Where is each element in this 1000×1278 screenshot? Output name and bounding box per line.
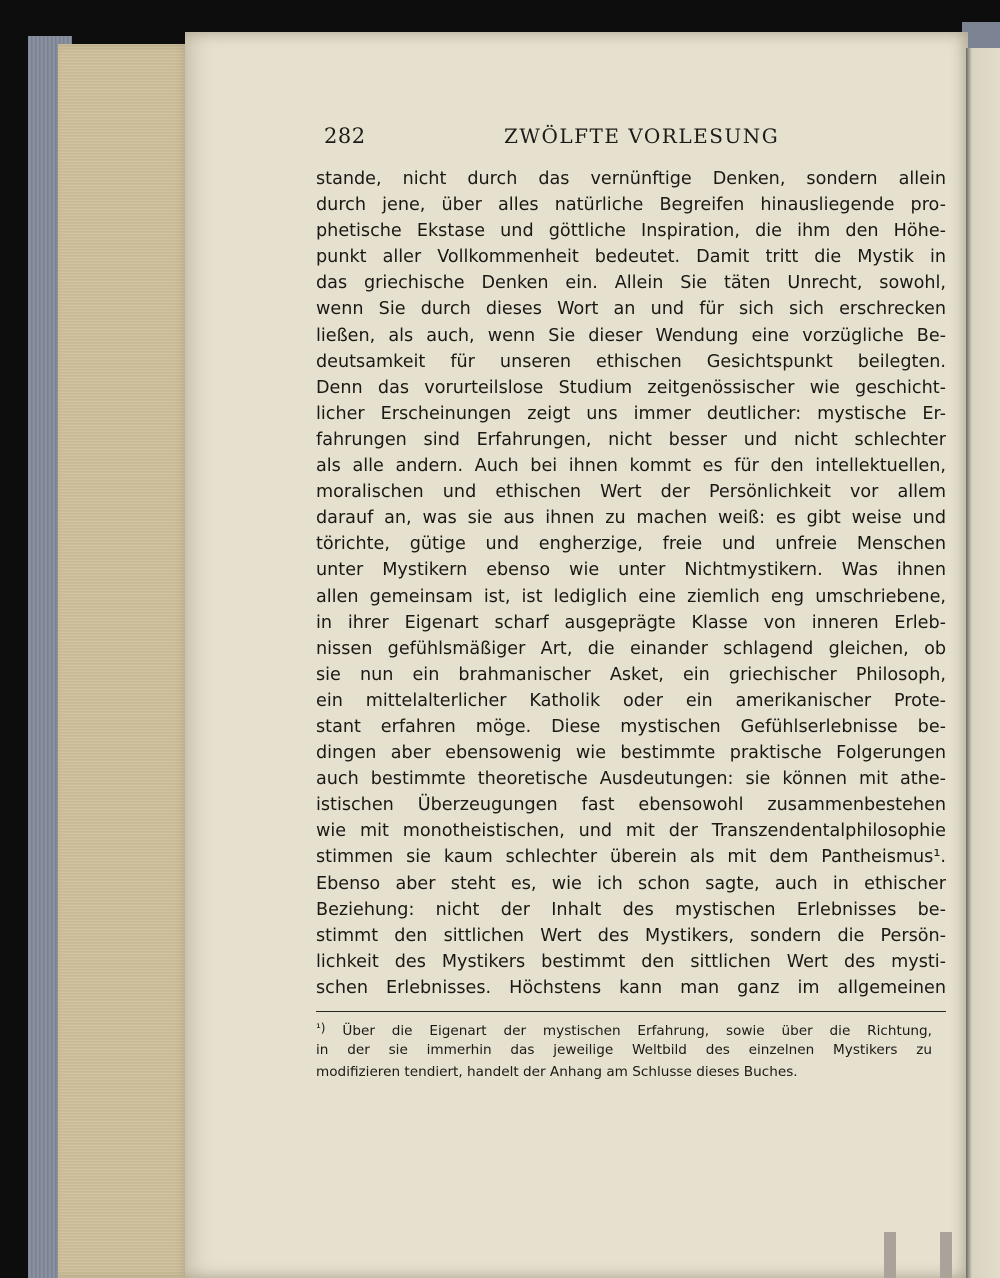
footnote-line [316, 1017, 932, 1039]
text-line: schen Erlebnisses. Höchstens kann man ganz im allgemeinen [316, 977, 946, 998]
footnote-line: in der sie immerhin das jeweilige Weltbild des einzelnen Mystikers zu [316, 1042, 932, 1058]
text-line: Ebenso aber steht es, wie ich schon sagte, auch in ethischer [316, 873, 946, 894]
bookmark-ribbon-left [884, 1232, 896, 1278]
footnote-text: Über die Eigenart der mystischen Erfahrung, sowie über die Richtung, [342, 1023, 932, 1039]
text-line: nissen gefühlsmäßiger Art, die einander schlagend gleichen, ob [316, 638, 946, 659]
text-line: phetische Ekstase und göttliche Inspiration, die ihm den Höhe- [316, 221, 946, 242]
footnote-line: modifizieren tendiert, handelt der Anhang am Schlusse dieses Buches. [316, 1064, 798, 1080]
text-line: allen gemeinsam ist, ist lediglich eine ziemlich eng umschriebene, [316, 586, 946, 607]
text-line: fahrungen sind Erfahrungen, nicht besser und nicht schlechter [316, 429, 946, 450]
text-line: stimmen sie kaum schlechter überein als mit dem Pantheismus¹. [316, 847, 946, 868]
text-line: ließen, als auch, wenn Sie dieser Wendung eine vorzügliche Be- [316, 325, 946, 346]
text-line: sie nun ein brahmanischer Asket, ein griechischer Philosoph, [316, 664, 946, 685]
text-line: istischen Überzeugungen fast ebensowohl zusammenbestehen [316, 795, 946, 816]
text-line: das griechische Denken ein. Allein Sie täten Unrecht, sowohl, [316, 273, 946, 294]
text-line: wenn Sie durch dieses Wort an und für sich sich erschrecken [316, 299, 946, 320]
text-line: törichte, gütige und engherzige, freie und unfreie Menschen [316, 534, 946, 555]
running-header [324, 118, 944, 154]
page-number: 282 [324, 124, 366, 148]
text-line: stimmt den sittlichen Wert des Mystikers, sondern die Persön- [316, 925, 946, 946]
text-line: Beziehung: nicht der Inhalt des mystischen Erlebnisses be- [316, 899, 946, 920]
text-line: unter Mystikern ebenso wie unter Nichtmystikern. Was ihnen [316, 560, 946, 581]
text-line: deutsamkeit für unseren ethischen Gesichtspunkt beilegten. [316, 351, 946, 372]
chapter-title: ZWÖLFTE VORLESUNG [504, 124, 780, 148]
footnote-marker: ¹) [316, 1021, 326, 1035]
text-line: durch jene, über alles natürliche Begreifen hinausliegende pro- [316, 195, 946, 216]
text-line: licher Erscheinungen zeigt uns immer deutlicher: mystische Er- [316, 403, 946, 424]
bookmark-ribbon-right [940, 1232, 952, 1278]
text-line: moralischen und ethischen Wert der Persönlichkeit vor allem [316, 482, 946, 503]
page-edges [58, 44, 190, 1278]
footnote [316, 1017, 932, 1083]
body-text [316, 166, 946, 1001]
text-line: auch bestimmte theoretische Ausdeutungen: sie können mit athe- [316, 769, 946, 790]
text-line: wie mit monotheistischen, und mit der Transzendentalphilosophie [316, 821, 946, 842]
facing-page-edge [966, 48, 1000, 1278]
text-line: darauf an, was sie aus ihnen zu machen weiß: es gibt weise und [316, 508, 946, 529]
text-line: als alle andern. Auch bei ihnen kommt es für den intellektuellen, [316, 456, 946, 477]
text-line: lichkeit des Mystikers bestimmt den sittlichen Wert des mysti- [316, 951, 946, 972]
text-line: stande, nicht durch das vernünftige Denken, sondern allein [316, 169, 946, 189]
text-line: ein mittelalterlicher Katholik oder ein amerikanischer Prote- [316, 690, 946, 711]
text-line: in ihrer Eigenart scharf ausgeprägte Klasse von inneren Erleb- [316, 612, 946, 633]
text-line: punkt aller Vollkommenheit bedeutet. Damit tritt die Mystik in [316, 247, 946, 268]
text-line: Denn das vorurteilslose Studium zeitgenössischer wie geschicht- [316, 377, 946, 398]
text-line: stant erfahren möge. Diese mystischen Gefühlserlebnisse be- [316, 716, 946, 737]
text-line: dingen aber ebensowenig wie bestimmte praktische Folgerungen [316, 743, 946, 764]
footnote-rule [316, 1011, 946, 1012]
